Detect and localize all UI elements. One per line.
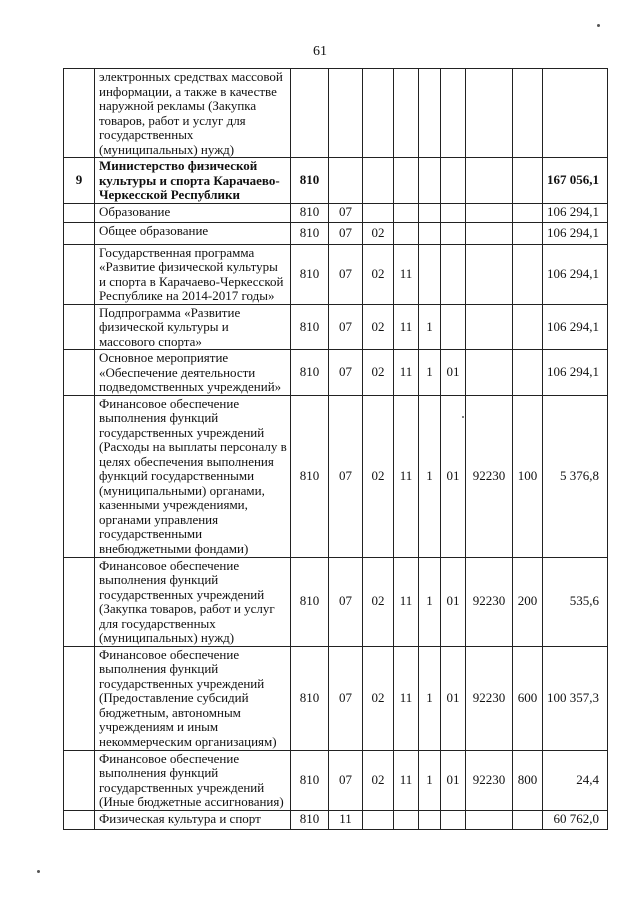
row-name: Финансовое обеспечение выполнения функций государственных учреждений (Закупка товаров, работ и услуг для государственных (муниципальных) нужд): [95, 557, 291, 646]
row-name: Общее образование: [95, 222, 291, 244]
ministry-code: 810: [291, 203, 329, 222]
table-row: [64, 203, 608, 222]
section-code: 07: [329, 750, 363, 810]
row-sum: 167 056,1: [543, 158, 608, 204]
target-code: [466, 244, 513, 304]
section-code: 07: [329, 395, 363, 557]
expense-type-code: [513, 350, 543, 396]
row-sum: 106 294,1: [543, 350, 608, 396]
section-code: 07: [329, 557, 363, 646]
row-name: Подпрограмма «Развитие физической культуры и массового спорта»: [95, 304, 291, 350]
row-sum: 535,6: [543, 557, 608, 646]
table-row: [64, 557, 608, 646]
row-number: [64, 395, 95, 557]
expense-type-code: [513, 244, 543, 304]
event-code: [441, 222, 466, 244]
expense-type-code: 800: [513, 750, 543, 810]
ministry-code: 810: [291, 304, 329, 350]
subsection-code: [363, 810, 394, 829]
event-code: [441, 203, 466, 222]
program-code: 11: [394, 244, 419, 304]
row-sum: 106 294,1: [543, 244, 608, 304]
ministry-code: 810: [291, 646, 329, 750]
row-sum: 106 294,1: [543, 203, 608, 222]
expense-type-code: [513, 203, 543, 222]
subprogram-code: 1: [419, 395, 441, 557]
subprogram-code: [419, 158, 441, 204]
page-number: 61: [313, 44, 327, 59]
expense-type-code: 100: [513, 395, 543, 557]
event-code: [441, 810, 466, 829]
ministry-code: 810: [291, 810, 329, 829]
target-code: [466, 222, 513, 244]
expense-type-code: 200: [513, 557, 543, 646]
table-row: [64, 244, 608, 304]
ministry-code: 810: [291, 350, 329, 396]
ministry-code: 810: [291, 557, 329, 646]
row-sum: 106 294,1: [543, 222, 608, 244]
row-number: [64, 810, 95, 829]
budget-table: [63, 68, 608, 830]
ministry-code: [291, 69, 329, 158]
subprogram-code: 1: [419, 304, 441, 350]
row-number: [64, 304, 95, 350]
expense-type-code: [513, 158, 543, 204]
section-code: 07: [329, 203, 363, 222]
table-row: [64, 395, 608, 557]
row-number: 9: [64, 158, 95, 204]
subprogram-code: [419, 69, 441, 158]
subsection-code: 02: [363, 350, 394, 396]
program-code: [394, 222, 419, 244]
subsection-code: [363, 69, 394, 158]
event-code: 01: [441, 557, 466, 646]
row-sum: [543, 69, 608, 158]
row-number: [64, 222, 95, 244]
expense-type-code: [513, 69, 543, 158]
table-row: [64, 750, 608, 810]
section-code: [329, 158, 363, 204]
event-code: [441, 69, 466, 158]
row-name: Образование: [95, 203, 291, 222]
subsection-code: 02: [363, 244, 394, 304]
subsection-code: [363, 203, 394, 222]
event-code: [441, 244, 466, 304]
section-code: [329, 69, 363, 158]
row-name: Государственная программа «Развитие физической культуры и спорта в Карачаево-Черкесской Республике на 2014-2017 годы»: [95, 244, 291, 304]
subsection-code: 02: [363, 557, 394, 646]
table-row: [64, 304, 608, 350]
program-code: 11: [394, 350, 419, 396]
table-row: [64, 158, 608, 204]
expense-type-code: [513, 304, 543, 350]
program-code: [394, 203, 419, 222]
subsection-code: 02: [363, 750, 394, 810]
table-row: [64, 646, 608, 750]
target-code: [466, 810, 513, 829]
program-code: [394, 810, 419, 829]
expense-type-code: [513, 810, 543, 829]
scan-speck: [597, 24, 600, 27]
target-code: 92230: [466, 646, 513, 750]
subprogram-code: 1: [419, 646, 441, 750]
subprogram-code: [419, 810, 441, 829]
row-name: Финансовое обеспечение выполнения функций государственных учреждений (Предоставление субсидий бюджетным, автономным учреждениям и иным некоммерческим организациям): [95, 646, 291, 750]
subprogram-code: [419, 203, 441, 222]
section-code: 07: [329, 646, 363, 750]
table-row: [64, 810, 608, 829]
section-code: 07: [329, 244, 363, 304]
row-sum: 5 376,8: [543, 395, 608, 557]
row-sum: 24,4: [543, 750, 608, 810]
program-code: 11: [394, 750, 419, 810]
row-name: Основное мероприятие «Обеспечение деятельности подведомственных учреждений»: [95, 350, 291, 396]
ministry-code: 810: [291, 222, 329, 244]
ministry-code: 810: [291, 244, 329, 304]
row-number: [64, 750, 95, 810]
table-row: [64, 350, 608, 396]
target-code: [466, 69, 513, 158]
program-code: 11: [394, 304, 419, 350]
subprogram-code: 1: [419, 557, 441, 646]
target-code: [466, 304, 513, 350]
subprogram-code: 1: [419, 750, 441, 810]
row-name: электронных средствах массовой информации, а также в качестве наружной рекламы (Закупка товаров, работ и услуг для государственных (муниципальных) нужд): [95, 69, 291, 158]
subsection-code: 02: [363, 646, 394, 750]
subsection-code: 02: [363, 395, 394, 557]
row-sum: 100 357,3: [543, 646, 608, 750]
target-code: 92230: [466, 395, 513, 557]
row-number: [64, 350, 95, 396]
row-name: Министерство физической культуры и спорта Карачаево-Черкесской Республики: [95, 158, 291, 204]
subsection-code: 02: [363, 222, 394, 244]
table-row: [64, 222, 608, 244]
event-code: 01: [441, 750, 466, 810]
expense-type-code: [513, 222, 543, 244]
target-code: 92230: [466, 750, 513, 810]
event-code: [441, 158, 466, 204]
ministry-code: 810: [291, 750, 329, 810]
subsection-code: 02: [363, 304, 394, 350]
row-number: [64, 646, 95, 750]
program-code: 11: [394, 395, 419, 557]
ministry-code: 810: [291, 158, 329, 204]
section-code: 11: [329, 810, 363, 829]
target-code: 92230: [466, 557, 513, 646]
section-code: 07: [329, 222, 363, 244]
section-code: 07: [329, 350, 363, 396]
program-code: [394, 158, 419, 204]
program-code: 11: [394, 646, 419, 750]
subprogram-code: [419, 244, 441, 304]
event-code: 01: [441, 395, 466, 557]
row-number: [64, 244, 95, 304]
program-code: [394, 69, 419, 158]
target-code: [466, 158, 513, 204]
event-code: [441, 304, 466, 350]
section-code: 07: [329, 304, 363, 350]
scan-speck: [37, 870, 40, 873]
target-code: [466, 350, 513, 396]
row-sum: 106 294,1: [543, 304, 608, 350]
event-code: 01: [441, 350, 466, 396]
subsection-code: [363, 158, 394, 204]
row-name: Финансовое обеспечение выполнения функций государственных учреждений (Иные бюджетные ассигнования): [95, 750, 291, 810]
ministry-code: 810: [291, 395, 329, 557]
event-code: 01: [441, 646, 466, 750]
row-number: [64, 69, 95, 158]
program-code: 11: [394, 557, 419, 646]
row-number: [64, 557, 95, 646]
row-name: Финансовое обеспечение выполнения функций государственных учреждений (Расходы на выплаты персоналу в целях обеспечения выполнения функций государственными (муниципальными) органами, казенными учреждениями, органами управления государственными внебюджетными фондами): [95, 395, 291, 557]
scan-speck: [462, 416, 464, 418]
row-number: [64, 203, 95, 222]
target-code: [466, 203, 513, 222]
expense-type-code: 600: [513, 646, 543, 750]
table-row: [64, 69, 608, 158]
subprogram-code: 1: [419, 350, 441, 396]
subprogram-code: [419, 222, 441, 244]
row-name: Физическая культура и спорт: [95, 810, 291, 829]
row-sum: 60 762,0: [543, 810, 608, 829]
